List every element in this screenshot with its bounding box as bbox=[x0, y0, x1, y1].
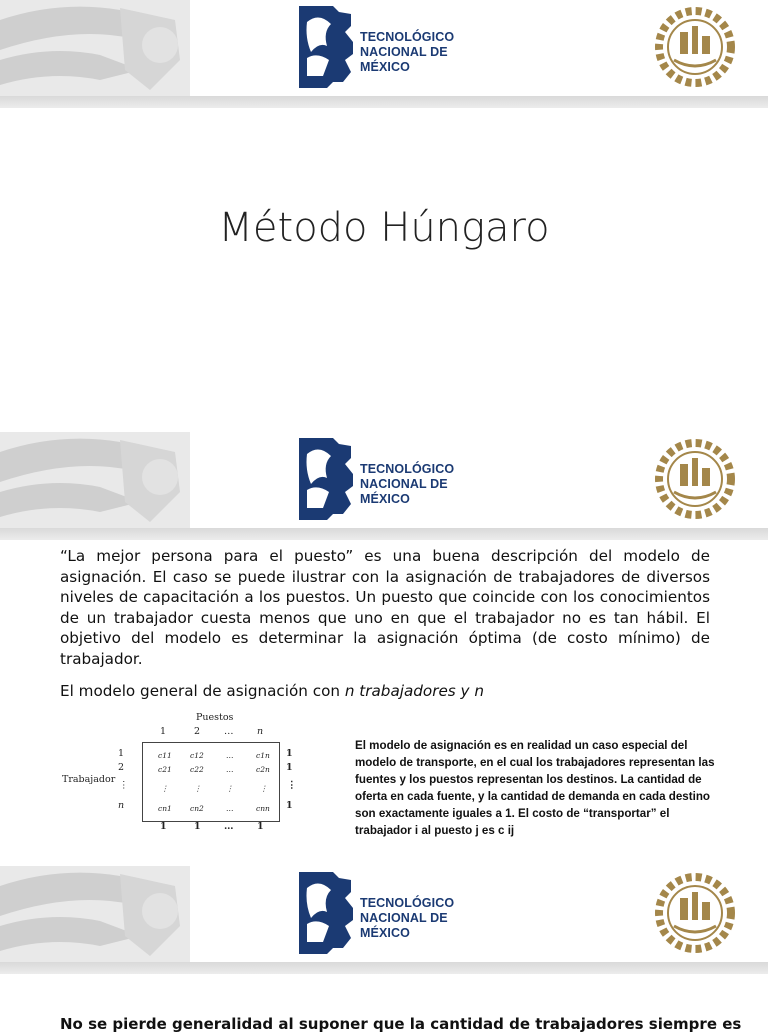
matrix-cell: c21 bbox=[158, 765, 172, 774]
matrix-demand: … bbox=[224, 821, 234, 832]
matrix-cell: … bbox=[226, 804, 234, 813]
assignment-description: “La mejor persona para el puesto” es una buena descripción del modelo de asignación. El caso se puede ilustrar con la asignación de trabajadores de diversos niveles de capacitación a los puestos. Un puesto que coincide con los conocimientos de un trabajador cuesta menos que uno en que el trabajador no es tan hábil. El objetivo del modelo es determinar la asignación óptima (de costo mínimo) de trabajador. bbox=[60, 547, 710, 668]
matrix-cell: … bbox=[226, 751, 234, 760]
banner-strip bbox=[0, 962, 768, 974]
institution-name-line2: NACIONAL DE MÉXICO bbox=[360, 45, 448, 74]
matrix-cell: ⋮ bbox=[194, 784, 202, 793]
aztec-calendar-art bbox=[0, 866, 190, 962]
institution-name bbox=[360, 30, 500, 75]
institution-name-line1: TECNOLÓGICO bbox=[360, 896, 455, 910]
institution-name bbox=[360, 462, 500, 507]
transport-model-note: El modelo de asignación es en realidad un caso especial del modelo de transporte, en el cual los trabajadores representan las fuentes y los puestos representan los destinos. La cantidad de oferta en cada fuente, y la cantidad de demanda en cada destino son exactamente iguales a 1. El costo de “transportar” el trabajador i al puesto j es c ij bbox=[355, 739, 715, 837]
matrix-col-label: n bbox=[257, 726, 264, 737]
laguna-gear-seal-icon bbox=[654, 438, 736, 520]
matrix-col-label: … bbox=[224, 726, 234, 737]
assignment-matrix bbox=[60, 710, 310, 840]
aztec-calendar-art bbox=[0, 432, 190, 528]
header-banner-2 bbox=[0, 432, 768, 540]
header-banner-1 bbox=[0, 0, 768, 108]
matrix-col-label: 1 bbox=[160, 726, 167, 737]
matrix-row-label: 2 bbox=[118, 762, 125, 773]
matrix-demand: 1 bbox=[160, 821, 167, 832]
institution-name bbox=[360, 896, 500, 941]
matrix-cell: ⋮ bbox=[260, 784, 268, 793]
model-line-italic: n trabajadores y n bbox=[344, 682, 484, 700]
matrix-cell: c1n bbox=[256, 751, 270, 760]
matrix-row-label: n bbox=[118, 800, 125, 811]
matrix-demand: 1 bbox=[257, 821, 264, 832]
matrix-cell: … bbox=[226, 765, 234, 774]
tnm-gear-logo-icon bbox=[293, 2, 355, 90]
matrix-cell: cn2 bbox=[190, 804, 204, 813]
matrix-demand: 1 bbox=[194, 821, 201, 832]
matrix-col-label: 2 bbox=[194, 726, 201, 737]
slide3-partial-text: No se pierde generalidad al suponer que la cantidad de trabajadores siempre es bbox=[60, 1015, 742, 1033]
matrix-cell: ⋮ bbox=[226, 784, 234, 793]
matrix-col-header: Puestos bbox=[196, 712, 234, 723]
matrix-row-label: ⋮ bbox=[119, 780, 129, 791]
model-line-prefix: El modelo general de asignación con bbox=[60, 682, 345, 700]
matrix-supply: ⋮ bbox=[287, 780, 297, 791]
matrix-cell: ⋮ bbox=[161, 784, 169, 793]
matrix-supply: 1 bbox=[286, 762, 293, 773]
tnm-gear-logo-icon bbox=[293, 868, 355, 956]
aztec-calendar-art bbox=[0, 0, 190, 96]
matrix-supply: 1 bbox=[286, 800, 293, 811]
matrix-supply: 1 bbox=[286, 748, 293, 759]
banner-strip bbox=[0, 528, 768, 540]
institution-name-line1: TECNOLÓGICO bbox=[360, 462, 455, 476]
matrix-row-label: 1 bbox=[118, 748, 125, 759]
institution-name-line1: TECNOLÓGICO bbox=[360, 30, 455, 44]
institution-name-line2: NACIONAL DE MÉXICO bbox=[360, 477, 448, 506]
institution-name-line2: NACIONAL DE MÉXICO bbox=[360, 911, 448, 940]
matrix-cell: c2n bbox=[256, 765, 270, 774]
matrix-cell: c12 bbox=[190, 751, 204, 760]
model-general-line bbox=[60, 682, 710, 700]
header-banner-3 bbox=[0, 866, 768, 974]
matrix-cell: c11 bbox=[158, 751, 172, 760]
matrix-row-header: Trabajador bbox=[62, 774, 116, 785]
laguna-gear-seal-icon bbox=[654, 872, 736, 954]
matrix-cell: cnn bbox=[256, 804, 270, 813]
laguna-gear-seal-icon bbox=[654, 6, 736, 88]
matrix-cell: c22 bbox=[190, 765, 204, 774]
banner-strip bbox=[0, 96, 768, 108]
matrix-cell: cn1 bbox=[158, 804, 172, 813]
tnm-gear-logo-icon bbox=[293, 434, 355, 522]
slide-title: Método Húngaro bbox=[218, 205, 550, 251]
